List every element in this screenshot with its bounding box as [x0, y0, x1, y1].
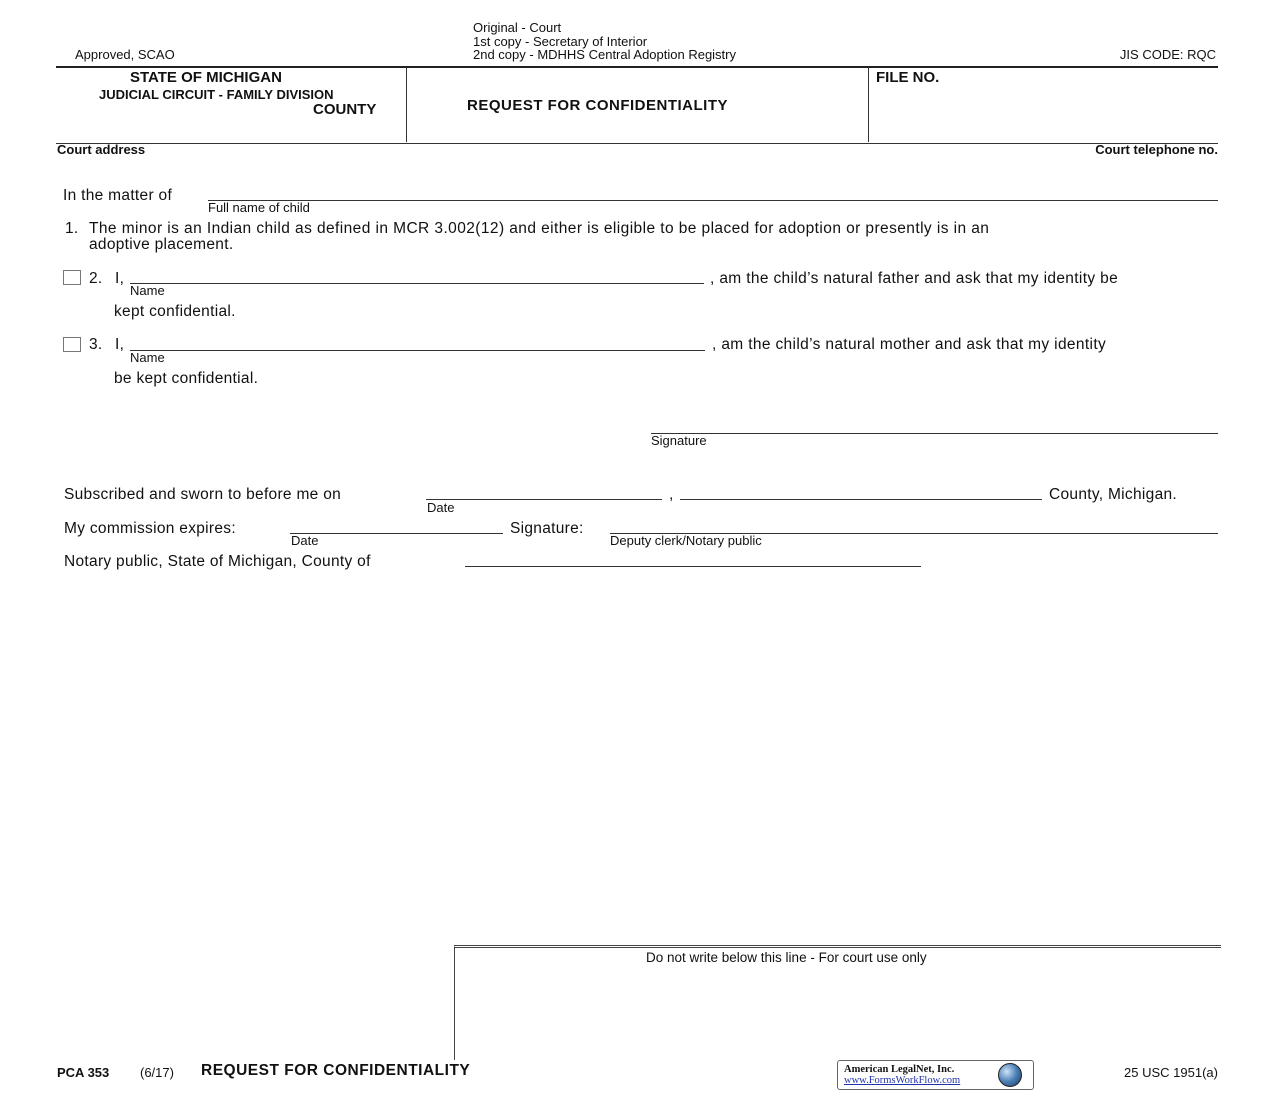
item3-continuation: be kept confidential. — [114, 370, 259, 387]
subscribed-text: Subscribed and sworn to before me on — [64, 486, 342, 503]
county-input[interactable] — [62, 116, 306, 138]
file-no-input[interactable] — [876, 92, 1215, 114]
in-matter-of-label: In the matter of — [63, 187, 173, 204]
form-id: PCA 353 — [57, 1065, 110, 1080]
form-revision: (6/17) — [140, 1065, 174, 1080]
copy-original: Original - Court — [473, 20, 562, 35]
sworn-date-input[interactable] — [428, 481, 662, 503]
commission-date-label: Date — [291, 533, 319, 548]
logo-url[interactable]: www.FormsWorkFlow.com — [844, 1075, 961, 1086]
sworn-county-input[interactable] — [682, 481, 1041, 503]
footer-title: REQUEST FOR CONFIDENTIALITY — [201, 1062, 471, 1079]
item3-i: I, — [115, 336, 125, 353]
item3-number: 3. — [89, 336, 103, 353]
father-name-input[interactable] — [132, 265, 704, 287]
approved-label: Approved, SCAO — [75, 47, 175, 62]
state-name: STATE OF MICHIGAN — [130, 69, 282, 86]
american-legalnet-logo[interactable] — [837, 1060, 1034, 1090]
circuit-label: JUDICIAL CIRCUIT - FAMILY DIVISION — [99, 87, 334, 102]
signature-label: Signature — [651, 433, 707, 448]
commission-date-input[interactable] — [292, 515, 504, 537]
copy-first: 1st copy - Secretary of Interior — [473, 34, 648, 49]
court-telephone-label: Court telephone no. — [1095, 142, 1218, 157]
commission-label: My commission expires: — [64, 520, 236, 537]
item2-i: I, — [115, 270, 125, 287]
item2-text: , am the child’s natural father and ask that my identity be — [710, 270, 1119, 287]
father-name-label: Name — [130, 283, 165, 298]
sworn-date-label: Date — [427, 500, 455, 515]
father-checkbox[interactable] — [63, 270, 81, 285]
form-title: REQUEST FOR CONFIDENTIALITY — [467, 97, 728, 114]
full-name-of-child-label: Full name of child — [208, 200, 310, 215]
child-name-input[interactable] — [210, 182, 1214, 204]
item1-text-line2: adoptive placement. — [89, 236, 234, 253]
copy-second: 2nd copy - MDHHS Central Adoption Registry — [473, 47, 737, 62]
sworn-comma: , — [669, 486, 674, 503]
globe-icon — [998, 1063, 1022, 1087]
mother-checkbox[interactable] — [63, 337, 81, 352]
notary-county-input[interactable] — [467, 548, 921, 570]
header-divider-right — [868, 67, 869, 142]
item2-continuation: kept confidential. — [114, 303, 236, 320]
deputy-clerk-label: Deputy clerk/Notary public — [610, 533, 762, 548]
county-michigan-text: County, Michigan. — [1049, 486, 1178, 503]
mother-name-label: Name — [130, 350, 165, 365]
court-address-label: Court address — [57, 142, 146, 157]
header-divider-left — [406, 67, 407, 142]
court-use-text: Do not write below this line - For court use only — [646, 950, 927, 965]
signature-input[interactable] — [653, 414, 1217, 436]
item3-text: , am the child’s natural mother and ask that my identity — [712, 336, 1107, 353]
file-no-label: FILE NO. — [876, 69, 940, 86]
statute-reference: 25 USC 1951(a) — [1124, 1065, 1218, 1080]
item2-number: 2. — [89, 270, 103, 287]
notary-county-label: Notary public, State of Michigan, County of — [64, 553, 371, 570]
mother-name-input[interactable] — [132, 332, 704, 354]
logo-company-name: American LegalNet, Inc. — [844, 1064, 955, 1075]
item1-number: 1. — [65, 220, 79, 237]
county-label: COUNTY — [313, 101, 377, 118]
item1-text-line1: The minor is an Indian child as defined in MCR 3.002(12) and either is eligible to be placed for adoption or presently is in an — [89, 220, 990, 237]
jis-code: JIS CODE: RQC — [1119, 47, 1216, 62]
notary-signature-label: Signature: — [510, 520, 584, 537]
